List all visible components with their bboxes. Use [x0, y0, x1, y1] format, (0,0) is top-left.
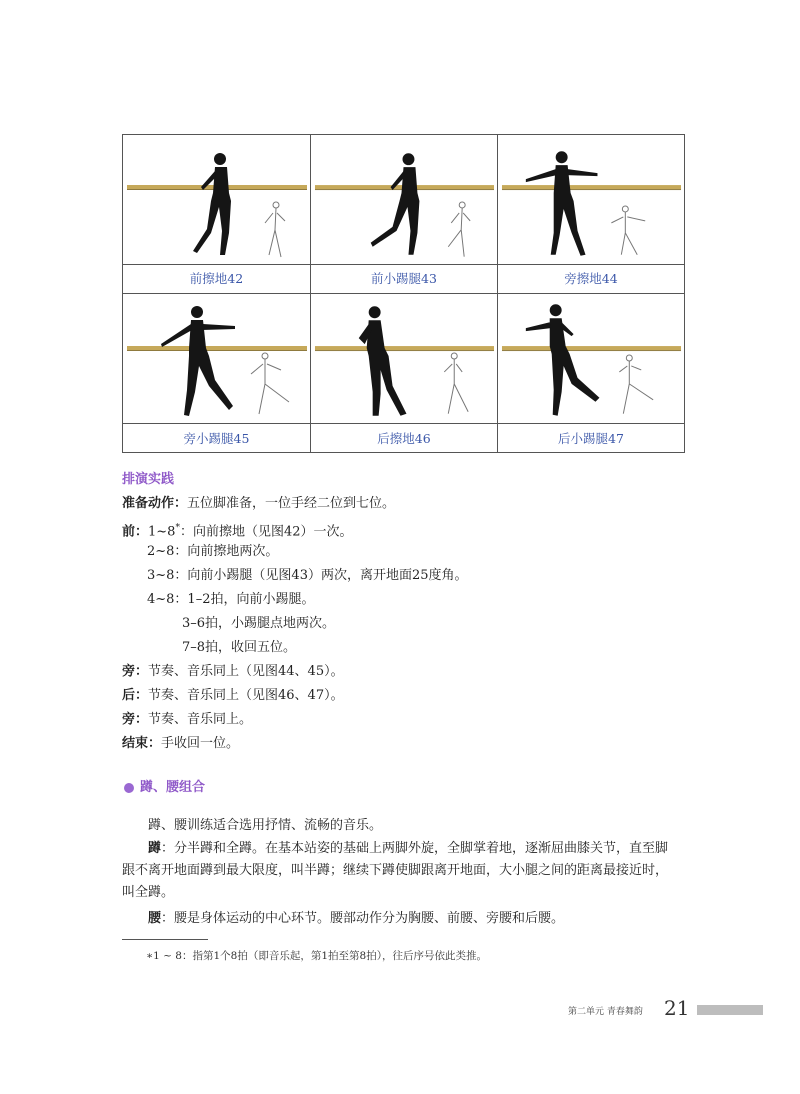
figure-caption: 后擦地46 [311, 423, 497, 453]
dancer-photo-side-tendu [498, 135, 684, 265]
figure-table [122, 134, 685, 453]
section-heading: 蹲、腰组合 [140, 780, 206, 795]
step-line: 3–6拍，小踢腿点地两次。 [182, 616, 336, 631]
dancer-photo-back-kick [498, 294, 684, 424]
section-heading: 排演实践 [122, 472, 175, 487]
figure-cell [497, 135, 684, 293]
footer-bar [697, 1005, 763, 1015]
end-text: 手收回一位。 [161, 736, 240, 751]
squat-text: 叫全蹲。 [122, 885, 175, 900]
step-line: 7–8拍，收回五位。 [182, 640, 297, 655]
side-label: 旁： [122, 664, 149, 679]
dancer-photo-front-tendu [123, 135, 310, 265]
footnote-rule [122, 939, 208, 940]
step-line: 2~8：向前擦地两次。 [147, 544, 279, 559]
dancer-photo-side-kick [123, 294, 310, 424]
figure-cell [123, 294, 310, 453]
figure-caption: 前小踢腿43 [311, 264, 497, 293]
step-line: 3~8：向前小踢腿（见图43）两次，离开地面25度角。 [147, 568, 468, 583]
figure-caption: 旁小踢腿45 [123, 423, 310, 453]
bullet-icon [124, 783, 134, 793]
squat-paragraph [122, 838, 687, 904]
front-text: ：向前擦地（见图42）一次。 [179, 524, 353, 540]
prep-label: 准备动作： [122, 496, 188, 511]
side-label: 旁： [122, 712, 149, 727]
figure-caption: 前擦地42 [123, 264, 310, 293]
end-line [122, 736, 239, 752]
footer-unit: 第二单元 青春舞韵 [568, 1007, 643, 1017]
figure-cell [123, 135, 310, 293]
page-number: 21 [664, 996, 690, 1020]
figure-row-2 [123, 293, 684, 453]
side-line-2 [122, 712, 252, 728]
waist-paragraph [122, 908, 687, 930]
intro-paragraph: 蹲、腰训练适合选用抒情、流畅的音乐。 [148, 818, 383, 833]
front-count: 1~8 [148, 524, 176, 540]
figure-caption: 旁擦地44 [498, 264, 684, 293]
figure-cell [497, 294, 684, 453]
back-label: 后： [122, 688, 149, 703]
dancer-photo-back-tendu [311, 294, 497, 424]
figure-cell [310, 135, 497, 293]
squat-label: 蹲 [148, 841, 162, 856]
waist-text: ：腰是身体运动的中心环节。腰部动作分为胸腰、前腰、旁腰和后腰。 [161, 911, 565, 926]
back-text: 节奏、音乐同上（见图46、47）。 [148, 688, 344, 703]
prep-line [122, 496, 395, 512]
front-line [122, 520, 353, 540]
end-label: 结束： [122, 736, 162, 751]
back-line [122, 688, 344, 704]
prep-text: 五位脚准备，一位手经二位到七位。 [187, 496, 396, 511]
figure-caption: 后小踢腿47 [498, 423, 684, 453]
dancer-photo-front-kick [311, 135, 497, 265]
figure-cell [310, 294, 497, 453]
front-label: 前： [122, 524, 149, 540]
side-text: 节奏、音乐同上。 [148, 712, 253, 727]
footnote-marker: * [175, 523, 180, 533]
squat-text: ：分半蹲和全蹲。在基本站姿的基础上两脚外旋，全脚掌着地，逐渐屈曲膝关节，直至脚 [161, 841, 669, 856]
figure-row-1 [123, 135, 684, 293]
waist-label: 腰 [148, 911, 162, 926]
step-line: 4~8：1–2拍，向前小踢腿。 [147, 592, 315, 607]
footnote: ∗1 ~ 8：指第1个8拍（即音乐起，第1拍至第8拍），往后序号依此类推。 [146, 950, 487, 962]
squat-text: 跟不离开地面蹲到最大限度，叫半蹲；继续下蹲使脚跟离开地面，大小腿之间的距离最接近时， [122, 863, 669, 878]
side-line [122, 664, 344, 680]
side-text: 节奏、音乐同上（见图44、45）。 [148, 664, 344, 679]
